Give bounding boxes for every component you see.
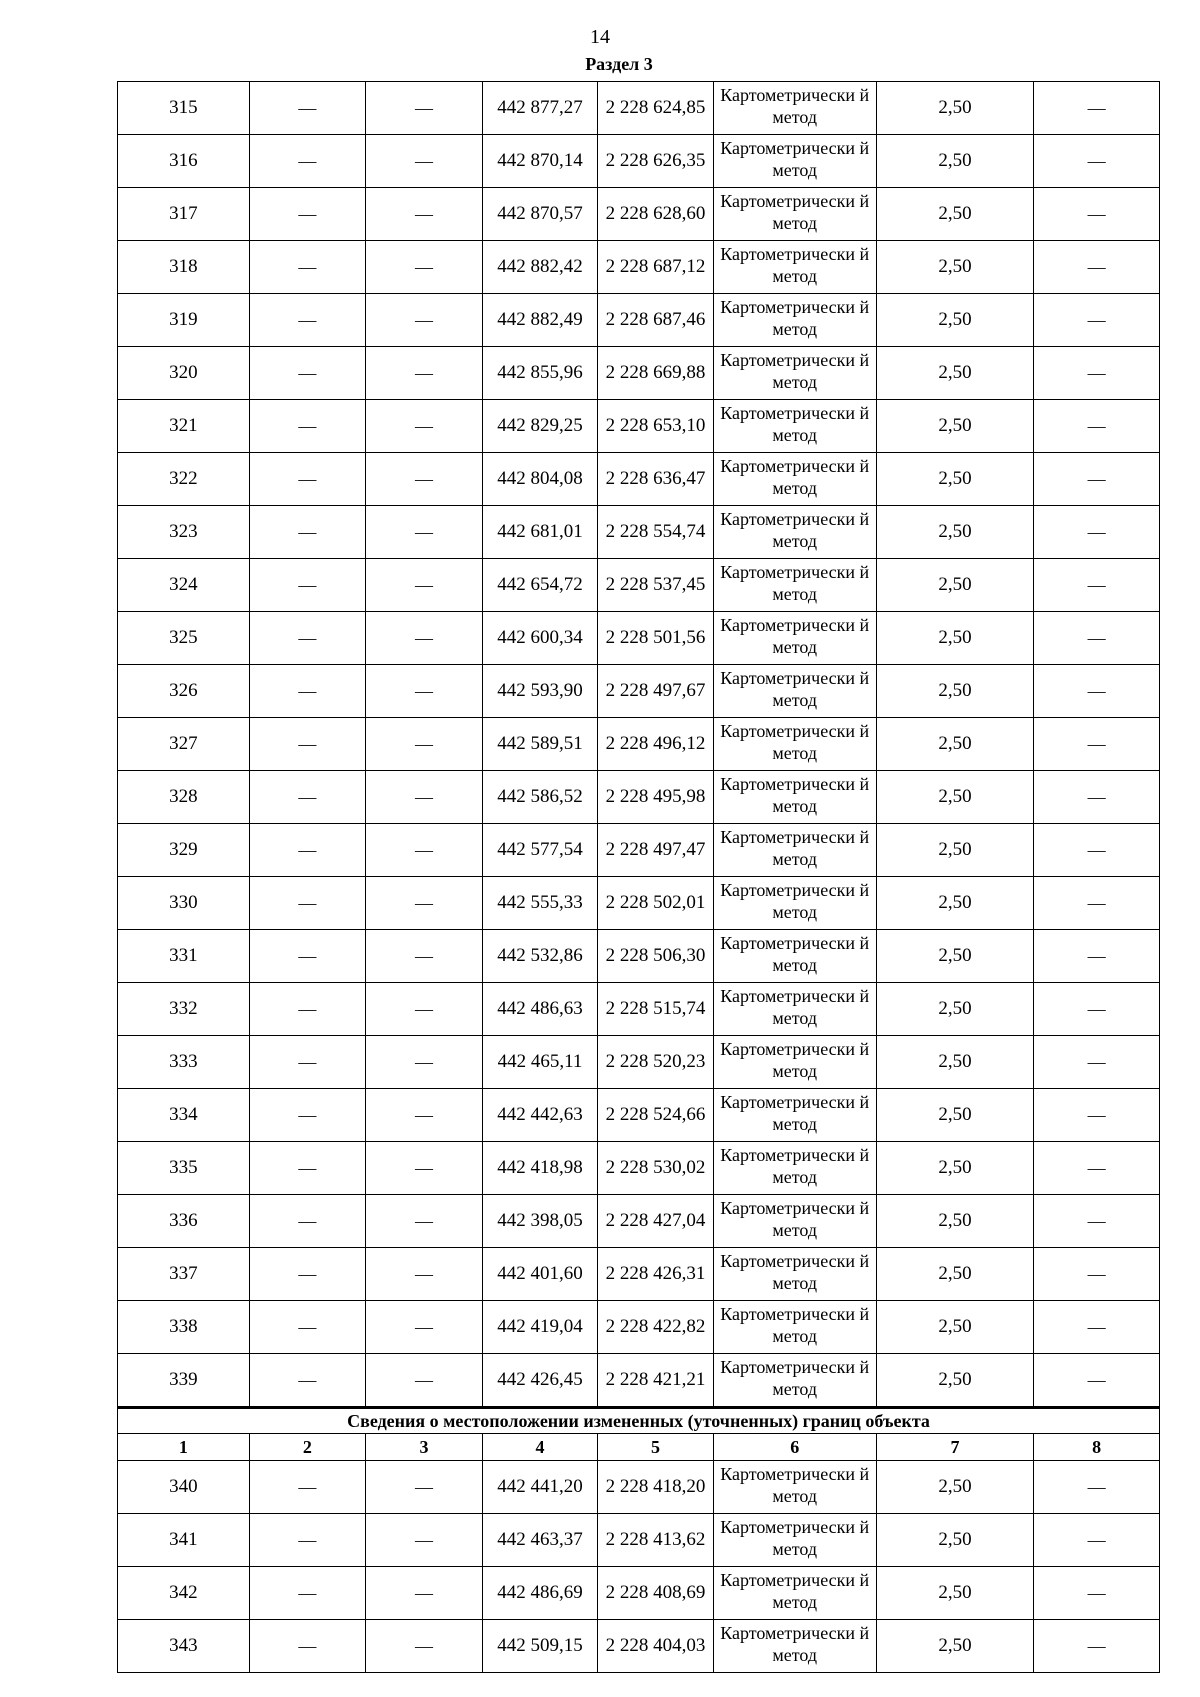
dash-cell: — [1034, 1514, 1160, 1567]
x-coordinate-cell: 442 398,05 [482, 1195, 598, 1248]
y-coordinate-cell: 2 228 636,47 [598, 453, 714, 506]
y-coordinate-cell: 2 228 687,12 [598, 241, 714, 294]
y-coordinate-cell: 2 228 687,46 [598, 294, 714, 347]
accuracy-cell: 2,50 [876, 983, 1034, 1036]
point-number-cell: 333 [118, 1036, 250, 1089]
point-number-cell: 336 [118, 1195, 250, 1248]
accuracy-cell: 2,50 [876, 1248, 1034, 1301]
y-coordinate-cell: 2 228 653,10 [598, 400, 714, 453]
accuracy-cell: 2,50 [876, 612, 1034, 665]
accuracy-cell: 2,50 [876, 930, 1034, 983]
dash-cell: — [1034, 1567, 1160, 1620]
dash-cell: — [366, 877, 483, 930]
table-row [118, 983, 1160, 1036]
dash-cell: — [1034, 188, 1160, 241]
dash-cell: — [366, 1620, 483, 1673]
x-coordinate-cell: 442 577,54 [482, 824, 598, 877]
x-coordinate-cell: 442 532,86 [482, 930, 598, 983]
table-row [118, 1142, 1160, 1195]
table-row [118, 188, 1160, 241]
subsection-heading-row [118, 1408, 1160, 1434]
accuracy-cell: 2,50 [876, 1089, 1034, 1142]
method-cell: Картометрически й метод [713, 983, 876, 1036]
y-coordinate-cell: 2 228 501,56 [598, 612, 714, 665]
x-coordinate-cell: 442 855,96 [482, 347, 598, 400]
section-title: Раздел 3 [585, 54, 653, 74]
method-cell: Картометрически й метод [713, 718, 876, 771]
table-row [118, 347, 1160, 400]
method-cell: Картометрически й метод [713, 135, 876, 188]
point-number-cell: 321 [118, 400, 250, 453]
dash-cell: — [1034, 1142, 1160, 1195]
dash-cell: — [1034, 771, 1160, 824]
method-cell: Картометрически й метод [713, 1301, 876, 1354]
accuracy-cell: 2,50 [876, 1514, 1034, 1567]
point-number-cell: 326 [118, 665, 250, 718]
accuracy-cell: 2,50 [876, 400, 1034, 453]
table-row [118, 294, 1160, 347]
method-cell: Картометрически й метод [713, 241, 876, 294]
x-coordinate-cell: 442 829,25 [482, 400, 598, 453]
dash-cell: — [249, 1567, 366, 1620]
dash-cell: — [366, 771, 483, 824]
accuracy-cell: 2,50 [876, 665, 1034, 718]
dash-cell: — [366, 82, 483, 135]
method-cell: Картометрически й метод [713, 188, 876, 241]
method-cell: Картометрически й метод [713, 559, 876, 612]
method-cell: Картометрически й метод [713, 665, 876, 718]
point-number-cell: 324 [118, 559, 250, 612]
method-cell: Картометрически й метод [713, 1036, 876, 1089]
dash-cell: — [249, 1142, 366, 1195]
dash-cell: — [1034, 718, 1160, 771]
column-number: 8 [1034, 1434, 1160, 1461]
y-coordinate-cell: 2 228 628,60 [598, 188, 714, 241]
accuracy-cell: 2,50 [876, 1354, 1034, 1408]
table-row [118, 877, 1160, 930]
dash-cell: — [366, 347, 483, 400]
point-number-cell: 323 [118, 506, 250, 559]
dash-cell: — [366, 1461, 483, 1514]
method-cell: Картометрически й метод [713, 1142, 876, 1195]
y-coordinate-cell: 2 228 626,35 [598, 135, 714, 188]
x-coordinate-cell: 442 509,15 [482, 1620, 598, 1673]
table-row [118, 1620, 1160, 1673]
table-row [118, 1036, 1160, 1089]
x-coordinate-cell: 442 882,49 [482, 294, 598, 347]
point-number-cell: 330 [118, 877, 250, 930]
method-cell: Картометрически й метод [713, 1567, 876, 1620]
column-number: 7 [876, 1434, 1034, 1461]
dash-cell: — [366, 1301, 483, 1354]
table-body-after [118, 1461, 1160, 1673]
dash-cell: — [366, 665, 483, 718]
dash-cell: — [249, 1036, 366, 1089]
x-coordinate-cell: 442 870,57 [482, 188, 598, 241]
dash-cell: — [366, 824, 483, 877]
method-cell: Картометрически й метод [713, 453, 876, 506]
dash-cell: — [366, 930, 483, 983]
dash-cell: — [366, 1567, 483, 1620]
table-row [118, 1195, 1160, 1248]
method-cell: Картометрически й метод [713, 771, 876, 824]
table-row [118, 241, 1160, 294]
table-row [118, 1248, 1160, 1301]
y-coordinate-cell: 2 228 408,69 [598, 1567, 714, 1620]
x-coordinate-cell: 442 555,33 [482, 877, 598, 930]
x-coordinate-cell: 442 681,01 [482, 506, 598, 559]
accuracy-cell: 2,50 [876, 877, 1034, 930]
method-cell: Картометрически й метод [713, 1354, 876, 1408]
dash-cell: — [249, 1354, 366, 1408]
dash-cell: — [366, 1089, 483, 1142]
y-coordinate-cell: 2 228 497,67 [598, 665, 714, 718]
point-number-cell: 328 [118, 771, 250, 824]
point-number-cell: 325 [118, 612, 250, 665]
point-number-cell: 337 [118, 1248, 250, 1301]
accuracy-cell: 2,50 [876, 506, 1034, 559]
method-cell: Картометрически й метод [713, 612, 876, 665]
accuracy-cell: 2,50 [876, 453, 1034, 506]
point-number-cell: 342 [118, 1567, 250, 1620]
dash-cell: — [366, 612, 483, 665]
y-coordinate-cell: 2 228 418,20 [598, 1461, 714, 1514]
table-row [118, 1567, 1160, 1620]
dash-cell: — [1034, 294, 1160, 347]
dash-cell: — [366, 1514, 483, 1567]
y-coordinate-cell: 2 228 520,23 [598, 1036, 714, 1089]
x-coordinate-cell: 442 654,72 [482, 559, 598, 612]
method-cell: Картометрически й метод [713, 347, 876, 400]
dash-cell: — [366, 559, 483, 612]
y-coordinate-cell: 2 228 524,66 [598, 1089, 714, 1142]
x-coordinate-cell: 442 600,34 [482, 612, 598, 665]
x-coordinate-cell: 442 804,08 [482, 453, 598, 506]
point-number-cell: 329 [118, 824, 250, 877]
table-row [118, 506, 1160, 559]
point-number-cell: 318 [118, 241, 250, 294]
accuracy-cell: 2,50 [876, 294, 1034, 347]
accuracy-cell: 2,50 [876, 718, 1034, 771]
accuracy-cell: 2,50 [876, 1036, 1034, 1089]
table-row [118, 1461, 1160, 1514]
dash-cell: — [366, 1036, 483, 1089]
dash-cell: — [249, 400, 366, 453]
accuracy-cell: 2,50 [876, 1620, 1034, 1673]
table-row [118, 824, 1160, 877]
y-coordinate-cell: 2 228 554,74 [598, 506, 714, 559]
x-coordinate-cell: 442 441,20 [482, 1461, 598, 1514]
dash-cell: — [366, 718, 483, 771]
x-coordinate-cell: 442 463,37 [482, 1514, 598, 1567]
table-row [118, 1354, 1160, 1408]
method-cell: Картометрически й метод [713, 1461, 876, 1514]
point-number-cell: 341 [118, 1514, 250, 1567]
dash-cell: — [1034, 877, 1160, 930]
point-number-cell: 331 [118, 930, 250, 983]
dash-cell: — [249, 665, 366, 718]
dash-cell: — [366, 188, 483, 241]
dash-cell: — [366, 241, 483, 294]
dash-cell: — [1034, 1248, 1160, 1301]
method-cell: Картометрически й метод [713, 824, 876, 877]
dash-cell: — [249, 506, 366, 559]
method-cell: Картометрически й метод [713, 1620, 876, 1673]
x-coordinate-cell: 442 586,52 [482, 771, 598, 824]
x-coordinate-cell: 442 418,98 [482, 1142, 598, 1195]
y-coordinate-cell: 2 228 530,02 [598, 1142, 714, 1195]
x-coordinate-cell: 442 593,90 [482, 665, 598, 718]
column-number-row [118, 1434, 1160, 1461]
dash-cell: — [249, 1514, 366, 1567]
point-number-cell: 339 [118, 1354, 250, 1408]
dash-cell: — [249, 612, 366, 665]
table-row [118, 1301, 1160, 1354]
point-number-cell: 320 [118, 347, 250, 400]
x-coordinate-cell: 442 442,63 [482, 1089, 598, 1142]
method-cell: Картометрически й метод [713, 400, 876, 453]
dash-cell: — [366, 1354, 483, 1408]
y-coordinate-cell: 2 228 497,47 [598, 824, 714, 877]
dash-cell: — [366, 135, 483, 188]
dash-cell: — [366, 294, 483, 347]
y-coordinate-cell: 2 228 537,45 [598, 559, 714, 612]
y-coordinate-cell: 2 228 427,04 [598, 1195, 714, 1248]
dash-cell: — [249, 453, 366, 506]
accuracy-cell: 2,50 [876, 82, 1034, 135]
dash-cell: — [1034, 453, 1160, 506]
dash-cell: — [1034, 665, 1160, 718]
dash-cell: — [249, 347, 366, 400]
method-cell: Картометрически й метод [713, 506, 876, 559]
point-number-cell: 332 [118, 983, 250, 1036]
accuracy-cell: 2,50 [876, 347, 1034, 400]
point-number-cell: 327 [118, 718, 250, 771]
column-number: 2 [249, 1434, 366, 1461]
method-cell: Картометрически й метод [713, 1248, 876, 1301]
dash-cell: — [366, 506, 483, 559]
y-coordinate-cell: 2 228 422,82 [598, 1301, 714, 1354]
coordinates-table [117, 81, 1160, 1673]
accuracy-cell: 2,50 [876, 1195, 1034, 1248]
y-coordinate-cell: 2 228 624,85 [598, 82, 714, 135]
table-row [118, 718, 1160, 771]
dash-cell: — [249, 82, 366, 135]
method-cell: Картометрически й метод [713, 930, 876, 983]
accuracy-cell: 2,50 [876, 1567, 1034, 1620]
table-row [118, 559, 1160, 612]
method-cell: Картометрически й метод [713, 82, 876, 135]
y-coordinate-cell: 2 228 496,12 [598, 718, 714, 771]
x-coordinate-cell: 442 401,60 [482, 1248, 598, 1301]
dash-cell: — [249, 877, 366, 930]
table-row [118, 453, 1160, 506]
dash-cell: — [249, 1620, 366, 1673]
x-coordinate-cell: 442 589,51 [482, 718, 598, 771]
method-cell: Картометрически й метод [713, 294, 876, 347]
table-row [118, 771, 1160, 824]
dash-cell: — [249, 930, 366, 983]
y-coordinate-cell: 2 228 413,62 [598, 1514, 714, 1567]
accuracy-cell: 2,50 [876, 188, 1034, 241]
dash-cell: — [249, 188, 366, 241]
table-body-before [118, 82, 1160, 1408]
accuracy-cell: 2,50 [876, 135, 1034, 188]
dash-cell: — [1034, 135, 1160, 188]
column-number: 4 [482, 1434, 598, 1461]
table-subsection [118, 1408, 1160, 1461]
y-coordinate-cell: 2 228 421,21 [598, 1354, 714, 1408]
dash-cell: — [249, 771, 366, 824]
column-number: 3 [366, 1434, 483, 1461]
point-number-cell: 322 [118, 453, 250, 506]
accuracy-cell: 2,50 [876, 771, 1034, 824]
accuracy-cell: 2,50 [876, 1461, 1034, 1514]
table-row [118, 665, 1160, 718]
point-number-cell: 335 [118, 1142, 250, 1195]
dash-cell: — [249, 1301, 366, 1354]
table-row [118, 612, 1160, 665]
accuracy-cell: 2,50 [876, 1142, 1034, 1195]
dash-cell: — [249, 1461, 366, 1514]
dash-cell: — [1034, 983, 1160, 1036]
point-number-cell: 317 [118, 188, 250, 241]
point-number-cell: 343 [118, 1620, 250, 1673]
x-coordinate-cell: 442 877,27 [482, 82, 598, 135]
y-coordinate-cell: 2 228 495,98 [598, 771, 714, 824]
point-number-cell: 319 [118, 294, 250, 347]
point-number-cell: 316 [118, 135, 250, 188]
x-coordinate-cell: 442 870,14 [482, 135, 598, 188]
x-coordinate-cell: 442 426,45 [482, 1354, 598, 1408]
y-coordinate-cell: 2 228 426,31 [598, 1248, 714, 1301]
dash-cell: — [366, 453, 483, 506]
column-number: 6 [713, 1434, 876, 1461]
x-coordinate-cell: 442 465,11 [482, 1036, 598, 1089]
table-row [118, 930, 1160, 983]
dash-cell: — [249, 1195, 366, 1248]
table-row [118, 400, 1160, 453]
dash-cell: — [249, 1248, 366, 1301]
dash-cell: — [366, 1195, 483, 1248]
x-coordinate-cell: 442 882,42 [482, 241, 598, 294]
point-number-cell: 334 [118, 1089, 250, 1142]
dash-cell: — [1034, 1301, 1160, 1354]
dash-cell: — [1034, 1461, 1160, 1514]
dash-cell: — [1034, 82, 1160, 135]
dash-cell: — [1034, 241, 1160, 294]
y-coordinate-cell: 2 228 669,88 [598, 347, 714, 400]
point-number-cell: 338 [118, 1301, 250, 1354]
point-number-cell: 315 [118, 82, 250, 135]
table-row [118, 1089, 1160, 1142]
dash-cell: — [249, 559, 366, 612]
table-row [118, 1514, 1160, 1567]
method-cell: Картометрически й метод [713, 1195, 876, 1248]
dash-cell: — [366, 1248, 483, 1301]
subsection-heading: Сведения о местоположении измененных (уточненных) границ объекта [118, 1408, 1160, 1434]
point-number-cell: 340 [118, 1461, 250, 1514]
dash-cell: — [366, 400, 483, 453]
dash-cell: — [249, 983, 366, 1036]
dash-cell: — [1034, 400, 1160, 453]
dash-cell: — [249, 241, 366, 294]
accuracy-cell: 2,50 [876, 241, 1034, 294]
accuracy-cell: 2,50 [876, 824, 1034, 877]
x-coordinate-cell: 442 486,69 [482, 1567, 598, 1620]
accuracy-cell: 2,50 [876, 1301, 1034, 1354]
y-coordinate-cell: 2 228 404,03 [598, 1620, 714, 1673]
y-coordinate-cell: 2 228 506,30 [598, 930, 714, 983]
dash-cell: — [249, 824, 366, 877]
x-coordinate-cell: 442 486,63 [482, 983, 598, 1036]
dash-cell: — [1034, 559, 1160, 612]
table-row [118, 135, 1160, 188]
dash-cell: — [1034, 824, 1160, 877]
dash-cell: — [1034, 930, 1160, 983]
method-cell: Картометрически й метод [713, 877, 876, 930]
dash-cell: — [1034, 1354, 1160, 1408]
column-number: 5 [598, 1434, 714, 1461]
dash-cell: — [1034, 1089, 1160, 1142]
dash-cell: — [1034, 1036, 1160, 1089]
dash-cell: — [249, 135, 366, 188]
dash-cell: — [366, 1142, 483, 1195]
dash-cell: — [1034, 506, 1160, 559]
accuracy-cell: 2,50 [876, 559, 1034, 612]
method-cell: Картометрически й метод [713, 1514, 876, 1567]
dash-cell: — [249, 718, 366, 771]
dash-cell: — [1034, 347, 1160, 400]
page-number: 14 [590, 26, 610, 48]
y-coordinate-cell: 2 228 515,74 [598, 983, 714, 1036]
dash-cell: — [1034, 1195, 1160, 1248]
dash-cell: — [249, 1089, 366, 1142]
x-coordinate-cell: 442 419,04 [482, 1301, 598, 1354]
y-coordinate-cell: 2 228 502,01 [598, 877, 714, 930]
dash-cell: — [366, 983, 483, 1036]
dash-cell: — [1034, 612, 1160, 665]
dash-cell: — [249, 294, 366, 347]
dash-cell: — [1034, 1620, 1160, 1673]
method-cell: Картометрически й метод [713, 1089, 876, 1142]
column-number: 1 [118, 1434, 250, 1461]
table-row [118, 82, 1160, 135]
